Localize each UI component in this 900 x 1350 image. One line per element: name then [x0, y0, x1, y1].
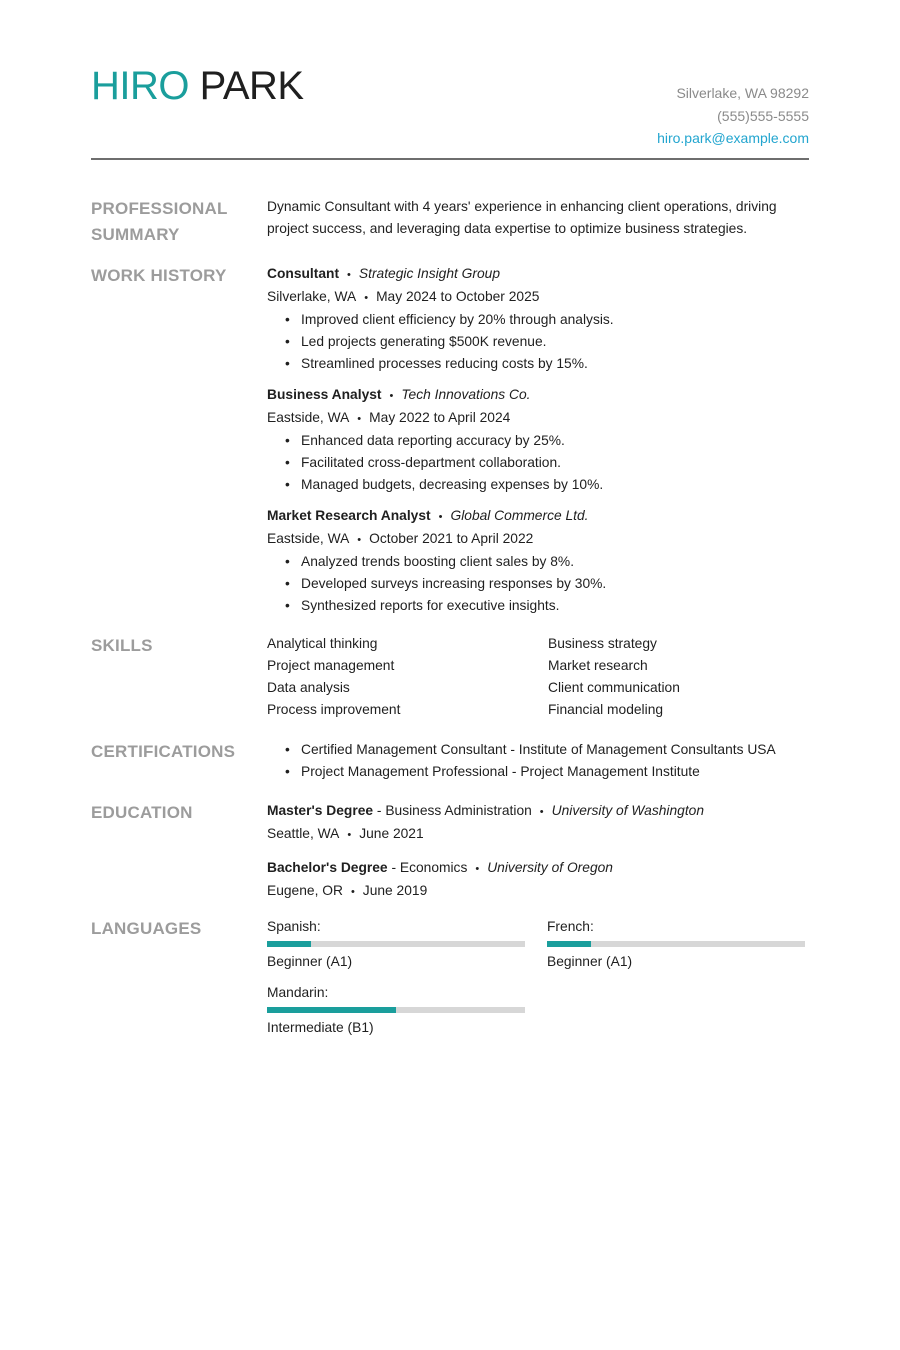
- job-meta: [267, 528, 809, 551]
- separator-dot: •: [475, 863, 480, 875]
- resume-header: [91, 64, 809, 144]
- proficiency-bar-fill: [547, 941, 591, 947]
- language-name: Mandarin:: [267, 985, 329, 1000]
- job-bullet: • Managed budgets, decreasing expenses by 10%.: [285, 474, 809, 496]
- separator-dot: •: [357, 413, 362, 425]
- job-location: Eastside, WA: [267, 410, 350, 425]
- school: University of Washington: [551, 803, 705, 818]
- certifications-list: [267, 739, 809, 783]
- skill-item: Analytical thinking: [267, 636, 378, 651]
- section-title: PROFESSIONAL SUMMARY: [91, 199, 228, 244]
- education-section: [91, 800, 809, 905]
- section-title: SKILLS: [91, 636, 153, 655]
- separator-dot: •: [539, 806, 544, 818]
- separator-dot: •: [347, 829, 352, 841]
- language-name: Spanish:: [267, 919, 321, 934]
- proficiency-bar: [547, 941, 805, 947]
- section-title: WORK HISTORY: [91, 266, 227, 285]
- skill-item: Market research: [548, 658, 648, 673]
- proficiency-bar: [267, 1007, 525, 1013]
- job-bullet: • Led projects generating $500K revenue.: [285, 331, 809, 353]
- job-bullet: • Facilitated cross-department collaboration.: [285, 452, 809, 474]
- summary-text: Dynamic Consultant with 4 years' experience in enhancing client operations, driving project success, and leveraging data expertise to optimize business strategies.: [267, 199, 777, 236]
- language-level: Beginner (A1): [547, 954, 633, 969]
- education-date: June 2021: [359, 826, 424, 841]
- skills-grid: [267, 633, 809, 721]
- work-history-list: [267, 263, 809, 626]
- separator-dot: •: [357, 534, 362, 546]
- section-title: EDUCATION: [91, 803, 193, 822]
- job-location: Silverlake, WA: [267, 289, 357, 304]
- job-location: Eastside, WA: [267, 531, 350, 546]
- language-entry: [267, 916, 525, 973]
- proficiency-bar-fill: [267, 941, 311, 947]
- education-location: Seattle, WA: [267, 826, 340, 841]
- education-list: [267, 800, 809, 914]
- skill-item: Business strategy: [548, 636, 657, 651]
- summary-section: [91, 196, 809, 256]
- separator-dot: •: [438, 511, 443, 523]
- job-bullets: [267, 430, 809, 496]
- job-dates: May 2022 to April 2024: [369, 410, 511, 425]
- languages-grid: [267, 916, 809, 1039]
- address: Silverlake, WA 98292: [676, 85, 809, 101]
- proficiency-bar-fill: [267, 1007, 396, 1013]
- education-entry: [267, 800, 809, 846]
- separator-dot: •: [347, 269, 351, 281]
- language-entry: [547, 916, 805, 973]
- first-name: HIRO: [91, 64, 189, 108]
- separator-dot: •: [364, 292, 369, 304]
- work-history-section: [91, 263, 809, 623]
- job-bullets: [267, 309, 809, 375]
- certifications-section: [91, 739, 809, 789]
- job-dates: October 2021 to April 2022: [369, 531, 534, 546]
- job-dates: May 2024 to October 2025: [376, 289, 540, 304]
- job-heading: [267, 384, 809, 407]
- job-role: Business Analyst: [267, 387, 382, 402]
- certification-item: • Certified Management Consultant - Institute of Management Consultants USA: [285, 739, 809, 761]
- education-heading: [267, 800, 809, 823]
- language-name: French:: [547, 919, 594, 934]
- skill-item: Client communication: [548, 680, 680, 695]
- field-of-study: - Business Administration: [376, 803, 532, 818]
- languages-section: [91, 916, 809, 1046]
- language-level: Intermediate (B1): [267, 1020, 374, 1035]
- job-heading: [267, 505, 809, 528]
- job-bullet: • Synthesized reports for executive insights.: [285, 595, 809, 617]
- header-divider: [91, 158, 809, 160]
- job-meta: [267, 407, 809, 430]
- job-bullet: • Analyzed trends boosting client sales by 8%.: [285, 551, 809, 573]
- job-entry: [267, 505, 809, 617]
- section-title: CERTIFICATIONS: [91, 742, 236, 761]
- education-date: June 2019: [362, 883, 428, 898]
- job-bullet: • Streamlined processes reducing costs by 15%.: [285, 353, 809, 375]
- job-company: Global Commerce Ltd.: [450, 508, 589, 523]
- separator-dot: •: [389, 390, 394, 402]
- skill-item: Data analysis: [267, 680, 350, 695]
- job-role: Consultant: [267, 266, 340, 281]
- skills-section: [91, 633, 809, 728]
- skill-item: Process improvement: [267, 702, 401, 717]
- school: University of Oregon: [487, 860, 613, 875]
- job-bullet: • Improved client efficiency by 20% through analysis.: [285, 309, 809, 331]
- job-bullets: [267, 551, 809, 617]
- job-entry: [267, 384, 809, 496]
- job-company: Tech Innovations Co.: [401, 387, 531, 402]
- job-bullet: • Enhanced data reporting accuracy by 25%.: [285, 430, 809, 452]
- skill-item: Project management: [267, 658, 395, 673]
- skill-item: Financial modeling: [548, 702, 664, 717]
- education-meta: [267, 823, 809, 846]
- language-level: Beginner (A1): [267, 954, 353, 969]
- section-title: LANGUAGES: [91, 919, 202, 938]
- job-company: Strategic Insight Group: [358, 266, 501, 281]
- degree: Bachelor's Degree: [267, 860, 388, 875]
- certification-bullets: [267, 739, 809, 783]
- separator-dot: •: [350, 886, 355, 898]
- degree: Master's Degree: [267, 803, 374, 818]
- proficiency-bar: [267, 941, 525, 947]
- job-meta: [267, 286, 809, 309]
- phone: (555)555-5555: [717, 107, 809, 124]
- education-entry: [267, 857, 809, 903]
- education-location: Eugene, OR: [267, 883, 343, 898]
- education-meta: [267, 880, 809, 903]
- contact-info: [657, 82, 809, 150]
- job-bullet: • Developed surveys increasing responses by 30%.: [285, 573, 809, 595]
- email-link[interactable]: hiro.park@example.com: [657, 130, 809, 146]
- last-name: PARK: [199, 64, 304, 108]
- job-entry: [267, 263, 809, 375]
- language-entry: [267, 982, 525, 1039]
- job-role: Market Research Analyst: [267, 508, 431, 523]
- certification-item: • Project Management Professional - Project Management Institute: [285, 761, 809, 783]
- education-heading: [267, 857, 809, 880]
- job-heading: [267, 263, 809, 286]
- field-of-study: - Economics: [391, 860, 468, 875]
